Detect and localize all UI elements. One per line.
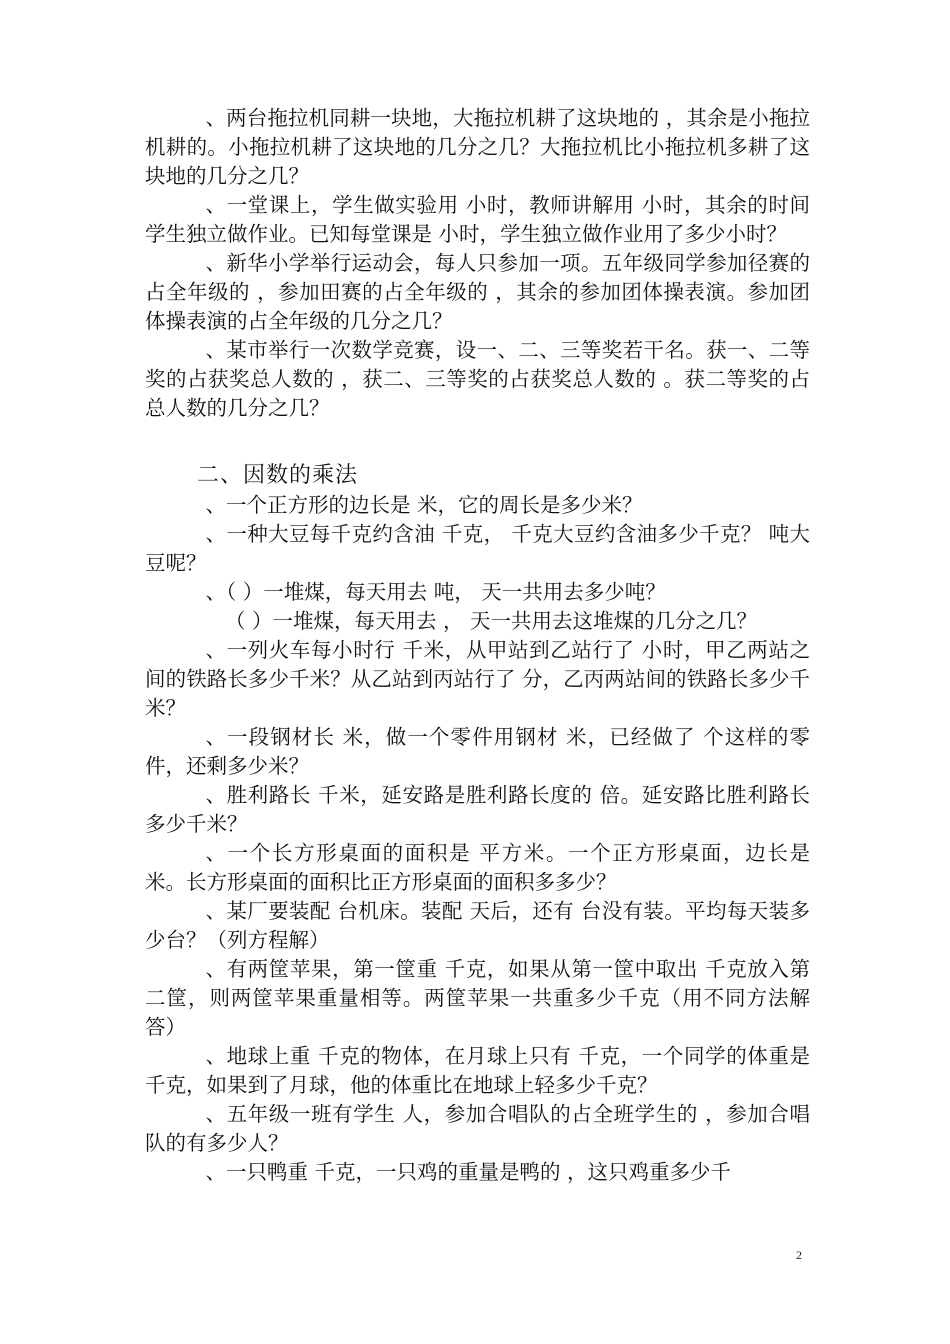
problem-paragraph: 、一个正方形的边长是 米，它的周长是多少米？ <box>205 493 643 517</box>
problem-paragraph: 、某厂要装配 台机床。装配 天后，还有 台没有装。平均每天装多少台？（列方程解） <box>145 899 810 952</box>
problem-paragraph: 、一堂课上，学生做实验用 小时，教师讲解用 小时，其余的时间学生独立做作业。已知每堂课是 小时，学生独立做作业用了多少小时？ <box>145 193 810 246</box>
section-heading: 二、因数的乘法 <box>197 463 359 488</box>
problem-paragraph: 、一只鸭重 千克，一只鸡的重量是鸭的 ，这只鸡重多少千 <box>205 1160 731 1184</box>
page-content <box>145 104 810 1187</box>
problem-paragraph: 、一个长方形桌面的面积是 平方米。一个正方形桌面，边长是 米。长方形桌面的面积比正方形桌面的面积多多少？ <box>145 841 810 894</box>
problem-paragraph: 、一种大豆每千克约含油 千克， 千克大豆约含油多少千克？ 吨大豆呢？ <box>145 522 810 575</box>
problem-paragraph: 、两台拖拉机同耕一块地，大拖拉机耕了这块地的 ，其余是小拖拉机耕的。小拖拉机耕了这块地的几分之几？大拖拉机比小拖拉机多耕了这块地的几分之几？ <box>145 106 810 188</box>
problem-paragraph: 、五年级一班有学生 人，参加合唱队的占全班学生的 ，参加合唱队的有多少人？ <box>145 1102 810 1155</box>
problem-paragraph: 、胜利路长 千米，延安路是胜利路长度的 倍。延安路比胜利路长多少千米？ <box>145 783 810 836</box>
problem-paragraph: 、有两筐苹果，第一筐重 千克，如果从第一筐中取出 千克放入第二筐，则两筐苹果重量相等。两筐苹果一共重多少千克（用不同方法解答） <box>145 957 810 1039</box>
problem-paragraph: 、（ ）一堆煤，每天用去 吨， 天一共用去多少吨？ <box>205 580 666 604</box>
page-number: 2 <box>796 1248 802 1262</box>
problem-paragraph: 、一列火车每小时行 千米，从甲站到乙站行了 小时，甲乙两站之间的铁路长多少千米？从乙站到丙站行了 分，乙丙两站间的铁路长多少千米？ <box>145 638 810 720</box>
problem-paragraph: 、地球上重 千克的物体，在月球上只有 千克，一个同学的体重是 千克，如果到了月球，他的体重比在地球上轻多少千克？ <box>145 1044 810 1097</box>
problem-paragraph: 、某市举行一次数学竞赛，设一、二、三等奖若干名。获一、二等奖的占获奖总人数的 ，获二、三等奖的占获奖总人数的 。获二等奖的占总人数的几分之几？ <box>145 338 810 420</box>
problem-paragraph: 、新华小学举行运动会，每人只参加一项。五年级同学参加径赛的占全年级的 ，参加田赛的占全年级的 ，其余的参加团体操表演。参加团体操表演的占全年级的几分之几？ <box>145 251 810 333</box>
problem-paragraph: 、一段钢材长 米，做一个零件用钢材 米，已经做了 个这样的零件，还剩多少米？ <box>145 725 810 778</box>
problem-subparagraph: （ ）一堆煤，每天用去 ， 天一共用去这堆煤的几分之几？ <box>224 609 757 633</box>
